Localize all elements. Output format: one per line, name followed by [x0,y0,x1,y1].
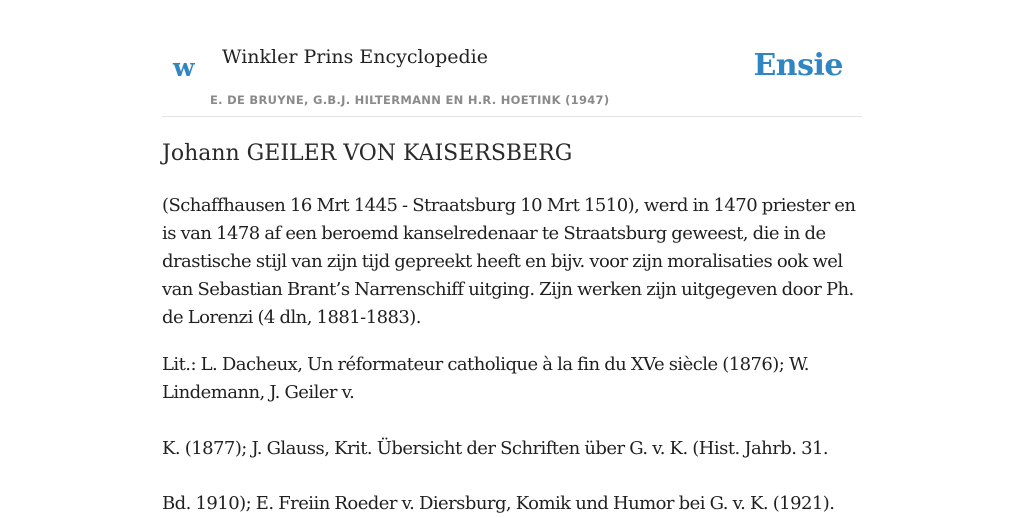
site-header [162,0,862,117]
article-paragraph: (Schaffhausen 16 Mrt 1445 - Straatsburg 10 Mrt 1510), werd in 1470 priester en is van 1478 af een beroemd kanselredenaar te Straatsburg geweest, die in de drastische stijl van zijn tijd gepreekt heeft en bijv. voor zijn moralisaties ook wel van Sebastian Brant’s Narrenschiff uitging. Zijn werken zijn uitgegeven door Ph. de Lorenzi (4 dln, 1881-1883). [162,195,856,328]
literature-paragraph: Bd. 1910); E. Freiin Roeder v. Diersburg, Komik und Humor bei G. v. K. (1921). [162,493,835,514]
article-title: Johann GEILER VON KAISERSBERG [162,141,573,166]
literature-paragraph: Lit.: L. Dacheux, Un réformateur catholique à la fin du XVe siècle (1876); W. Lindemann, J. Geiler v. [162,354,809,403]
site-title[interactable]: Winkler Prins Encyclopedie [222,46,488,68]
ensie-brand-logo[interactable]: Ensie [753,48,843,83]
literature-paragraph: K. (1877); J. Glauss, Krit. Übersicht der Schriften über G. v. K. (Hist. Jahrb. 31. [162,438,829,459]
winkler-prins-logo[interactable]: w [173,53,195,82]
authors-byline: E. DE BRUYNE, G.B.J. HILTERMANN EN H.R. HOETINK (1947) [210,93,610,107]
page-container [162,0,862,514]
